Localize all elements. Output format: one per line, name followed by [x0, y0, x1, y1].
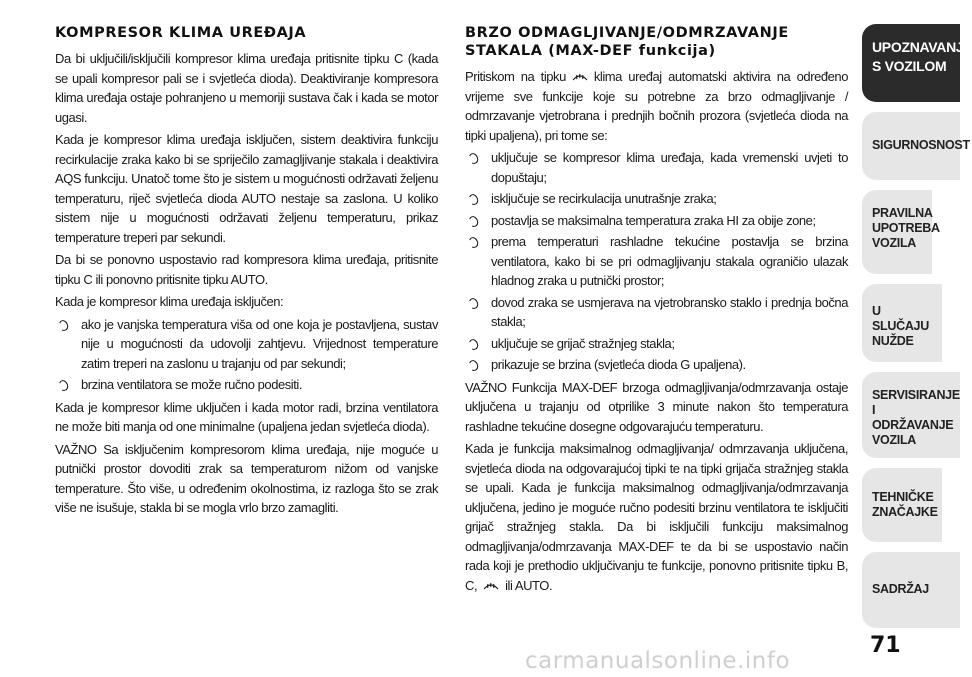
- list-item-text: postavlja se maksimalna temperatura zraka HI za obije zone;: [491, 212, 816, 228]
- paragraph: [465, 67, 848, 145]
- bullet-icon: [467, 152, 479, 165]
- list-item-text: ako je vanjska temperatura viša od one koja je postavljena, sustav nije u mogućnosti da udovolji zahtjevu. Vrijednost temperature zatim treperi na zaslonu u trajanju od par sekundi;: [81, 316, 438, 371]
- list-item-text: isključuje se recirkulacija unutrašnje zraka;: [491, 191, 717, 206]
- paragraph: [465, 439, 848, 595]
- list-item-text: brzina ventilatora se može ručno podesiti.: [81, 377, 303, 392]
- bullet-icon: [467, 296, 479, 309]
- list-item-text: prikazuje se brzina (svjetleća dioda G upaljena).: [491, 357, 746, 372]
- paragraph: Kada je kompresor klima uređaja isključen, sistem deaktivira funkciju recirkulacije zraka kako bi se spriječilo zamagljivanje stakala i deaktivira AQS funkciju. Unatoč tome što je sistem u mogućnosti održavati željenu temperaturu, riječ svjetleća dioda AUTO nestaje sa zaslona. U koliko sistem nije u mogućnosti održavati željenu temperaturu, prikaz temperature treperi par sekundi.: [55, 132, 438, 245]
- section-heading-compressor: KOMPRESOR KLIMA UREĐAJA: [55, 25, 307, 41]
- list-item-text: prema temperaturi rashladne tekućine postavlja se brzina ventilatora, kako bi se pri odmagljivanju stakala ograničio ulazak hladnog zraka u putnički prostor;: [491, 234, 848, 288]
- tab-servisiranje[interactable]: [862, 372, 960, 458]
- bullet-list: [465, 148, 848, 375]
- tab-label: SADRŽAJ: [872, 582, 929, 596]
- tab-pravilna-upotreba[interactable]: [862, 190, 940, 274]
- bullet-list: [55, 315, 438, 395]
- bullet-icon: [467, 359, 479, 372]
- watermark: carmanualsonline.info: [525, 648, 791, 674]
- list-item-text: uključuje se grijač stražnjeg stakla;: [491, 335, 675, 351]
- list-item: [465, 211, 848, 231]
- tab-label: PRAVILNA UPOTREBA VOZILA: [872, 206, 940, 250]
- paragraph: VAŽNO Sa isključenim kompresorom klima uređaja, nije moguće u putnički prostor dovoditi zrak sa temperaturom nižom od vanjske temperature. Što više, u određenim okolnostima, iz razloga što se zrak više ne isušuje, stakla bi se mogla vrlo brzo zamagliti.: [55, 441, 438, 515]
- windshield-defrost-icon: [483, 579, 499, 591]
- list-item: [465, 232, 848, 291]
- left-column: [55, 24, 438, 521]
- tab-label: SERVISIRANJE I ODRŽAVANJE VOZILA: [872, 388, 960, 447]
- paragraph: Kada je kompresor klime uključen i kada motor radi, brzina ventilatora ne može biti manja od one minimalne (upaljena jedan svjetleća dioda).: [55, 399, 438, 434]
- tab-label: TEHNIČKE ZNAČAJKE: [872, 490, 938, 519]
- heading-line: BRZO ODMAGLJIVANJE/ODMRZAVANJE: [465, 25, 789, 41]
- section-heading-maxdef: [465, 24, 848, 60]
- text: Pritiskom na tipku: [465, 69, 566, 84]
- page-number: 71: [870, 633, 901, 658]
- list-item: [465, 189, 848, 209]
- tab-upoznavanje[interactable]: [862, 24, 972, 102]
- text: klima uređaj automatski aktivira na određeno vrijeme sve funkcije koje su potrebne za brzo odmagljivanje / odmrzavanje vjetrobrana i prednjih bočnih prozora (svjetleća dioda na tipki upaljena), pri tome se:: [465, 69, 848, 143]
- text: ili AUTO.: [505, 577, 553, 593]
- bullet-icon: [467, 337, 479, 350]
- tab-u-slucaju-nuzde[interactable]: [862, 284, 942, 362]
- paragraph: Da bi uključili/isključili kompresor klima uređaja pritisnite tipku C (kada se upali kompresor pali se i svjetleća dioda). Deaktiviranje kompresora klima uređaja ostaje pohranjeno u memoriji sustava čak i kada se motor ugasi.: [55, 51, 438, 125]
- list-item: [55, 375, 438, 395]
- bullet-icon: [57, 318, 69, 331]
- list-item-text: uključuje se kompresor klima uređaja, kada vremenski uvjeti to dopuštaju;: [491, 150, 848, 185]
- bullet-icon: [467, 193, 479, 206]
- list-item: [55, 315, 438, 374]
- right-column: [465, 24, 848, 598]
- tab-label: U SLUČAJU NUŽDE: [872, 304, 929, 348]
- tab-sadrzaj[interactable]: [862, 552, 960, 628]
- list-item: [465, 293, 848, 332]
- list-item: [465, 334, 848, 354]
- tab-label: UPOZNAVANJE S VOZILOM: [872, 39, 972, 74]
- paragraph: Kada je kompresor klima uređaja isključen:: [55, 294, 284, 309]
- paragraph: VAŽNO Funkcija MAX-DEF brzoga odmagljivanja/odmrzavanja ostaje uključena u trajanju od otprilike 3 minute nakon što temperatura rashladne tekućine dosegne odgovarajuću temperaturu.: [465, 379, 848, 434]
- section-tabs: [862, 24, 972, 638]
- bullet-icon: [57, 379, 69, 392]
- bullet-icon: [467, 214, 479, 227]
- heading-line: STAKALA (MAX-DEF funkcija): [465, 43, 716, 59]
- list-item: [465, 148, 848, 187]
- tab-sigurnosnost[interactable]: [862, 112, 970, 180]
- tab-tehnicke-znacajke[interactable]: [862, 468, 942, 542]
- bullet-icon: [467, 236, 479, 249]
- paragraph: Da bi se ponovno uspostavio rad kompresora klima uređaja, pritisnite tipku C ili ponovno pritisnite tipku AUTO.: [55, 252, 438, 287]
- tab-label: SIGURNOSNOST: [872, 138, 970, 152]
- list-item: [465, 355, 848, 375]
- list-item-text: dovod zraka se usmjerava na vjetrobransko staklo i prednja bočna stakla;: [491, 294, 848, 329]
- windshield-defrost-icon: [572, 70, 588, 82]
- text: Kada je funkcija maksimalnog odmagljivanja/ odmrzavanja uključena, svjetleća dioda na odgovarajućoj tipki te na tipki grijača stražnjeg stakla se upali. Kada je funkcija maksimalnog odmagljivanja/odmrzavanja uključena, jedino je moguće ručno podesiti brzinu ventilatora te isključiti grijač stražnjeg stakla. Da bi isključili funkciju maksimalnog odmagljivanja/odmrzavanja MAX-DEF te da bi se uspostavio način rada koji je prethodio uključivanju te funkcije, ponovno pritisnite tipku B, C,: [465, 441, 848, 593]
